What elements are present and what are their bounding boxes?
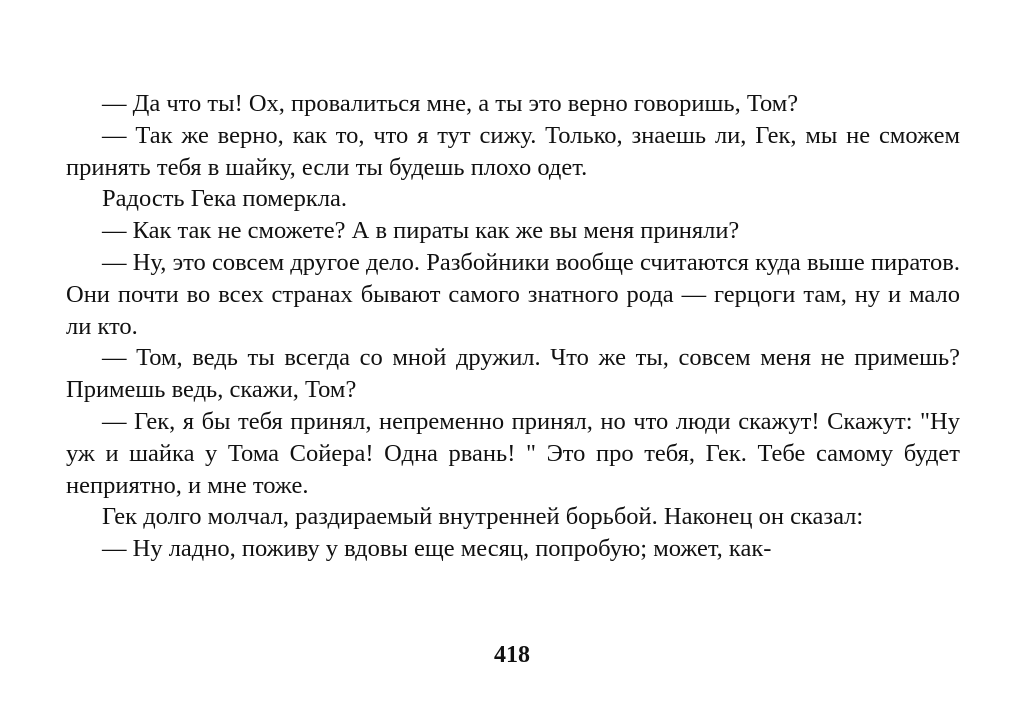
paragraph-3: Радость Гека померкла. (102, 185, 348, 213)
paragraph-6: — Том, ведь ты всегда со мной дружил. Что же ты, совсем меня не примешь? Примешь ведь, скажи, Том? (66, 344, 960, 404)
paragraph-8: Гек долго молчал, раздираемый внутренней борьбой. Наконец он сказал: (102, 503, 864, 531)
paragraph-2: — Так же верно, как то, что я тут сижу. Только, знаешь ли, Гек, мы не сможем принять тебя в шайку, если ты будешь плохо одет. (66, 121, 960, 181)
page-text (66, 88, 960, 565)
paragraph-1: — Да что ты! Ох, провалиться мне, а ты это верно говоришь, Том? (102, 90, 799, 117)
paragraph-7: — Гек, я бы тебя принял, непременно принял, но что люди скажут! Скажут: "Ну уж и шайка у Тома Сойера! Одна рвань! " Это про тебя, Гек. Тебе самому будет неприятно, и мне тоже. (66, 407, 960, 499)
paragraph-5: — Ну, это совсем другое дело. Разбойники вообще считаются куда выше пиратов. Они почти во всех странах бывают самого знатного рода — герцоги там, ну и мало ли кто. (66, 248, 960, 340)
paragraph-9: — Ну ладно, поживу у вдовы еще месяц, попробую; может, как- (102, 535, 772, 563)
paragraph-4: — Как так не сможете? А в пираты как же вы меня приняли? (102, 217, 740, 245)
page-number: 418 (494, 642, 530, 668)
